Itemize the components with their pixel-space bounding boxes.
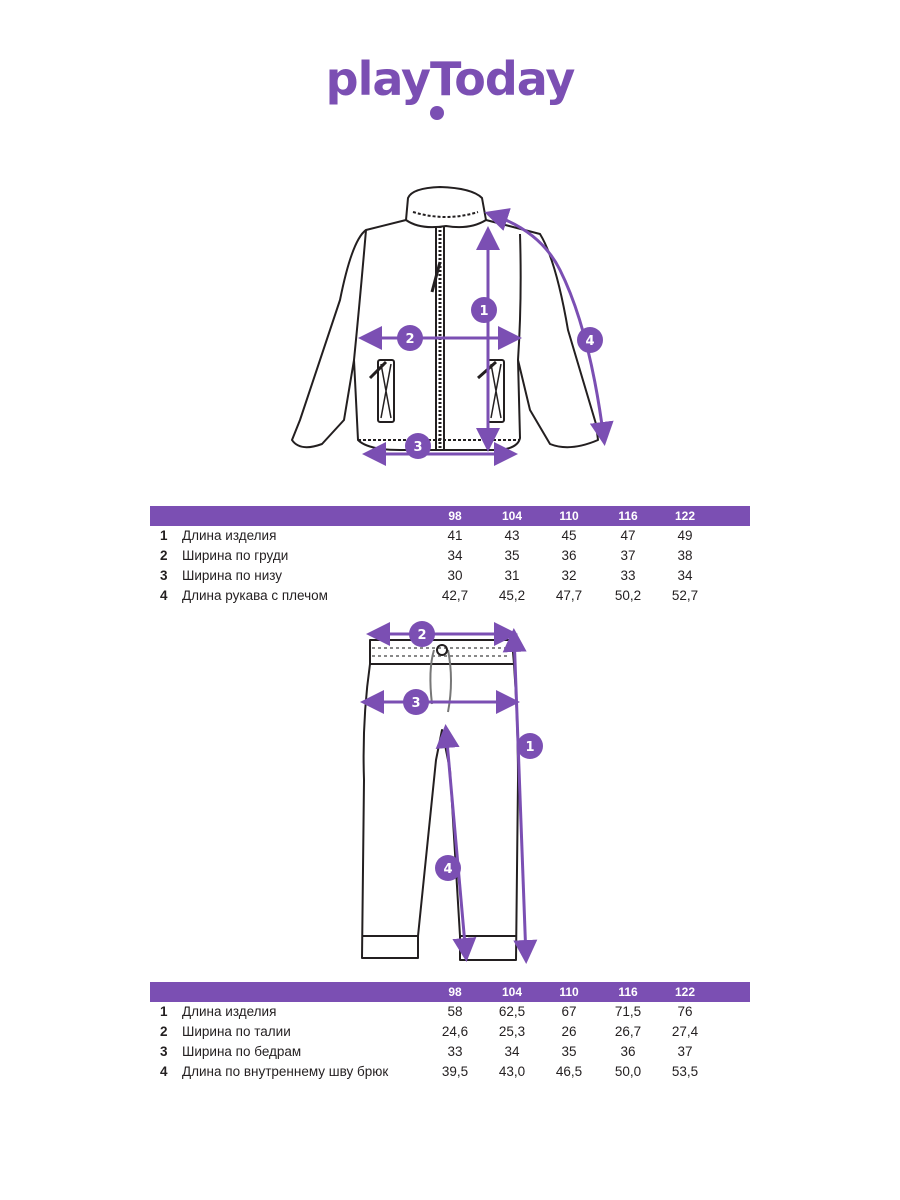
cell-value: 24,6 (441, 1024, 469, 1039)
cell-value: 27,4 (671, 1024, 699, 1039)
cell-value: 50,0 (614, 1064, 642, 1079)
size-header: 122 (674, 509, 696, 523)
cell-value: 58 (447, 1004, 463, 1019)
row-number: 3 (160, 1044, 168, 1059)
svg-text:2: 2 (405, 332, 415, 347)
row-number: 4 (160, 1064, 168, 1079)
cell-value: 43,0 (498, 1064, 526, 1079)
row-label: Длина изделия (182, 1004, 277, 1019)
size-header: 122 (674, 985, 696, 999)
brand-logo: playToday (325, 52, 575, 106)
cell-value: 76 (677, 1004, 693, 1019)
cell-value: 47 (620, 528, 636, 543)
cell-value: 31 (504, 568, 520, 583)
cell-value: 26 (561, 1024, 577, 1039)
row-label: Длина изделия (182, 528, 277, 543)
cell-value: 50,2 (614, 588, 642, 603)
svg-text:2: 2 (417, 628, 427, 643)
cell-value: 30 (447, 568, 463, 583)
cell-value: 35 (561, 1044, 577, 1059)
cell-value: 52,7 (671, 588, 699, 603)
cell-value: 34 (447, 548, 463, 563)
cell-value: 26,7 (614, 1024, 642, 1039)
cell-value: 46,5 (555, 1064, 583, 1079)
table-row (150, 1062, 750, 1082)
cell-value: 53,5 (671, 1064, 699, 1079)
cell-value: 42,7 (441, 588, 469, 603)
cell-value: 34 (677, 568, 693, 583)
svg-text:1: 1 (525, 740, 535, 755)
table-row (150, 1042, 750, 1062)
cell-value: 36 (620, 1044, 636, 1059)
row-number: 1 (160, 528, 168, 543)
row-number: 4 (160, 588, 168, 603)
cell-value: 71,5 (614, 1004, 642, 1019)
cell-value: 37 (677, 1044, 693, 1059)
pants-marker-3 (403, 689, 429, 715)
row-number: 1 (160, 1004, 168, 1019)
cell-value: 36 (561, 548, 577, 563)
cell-value: 32 (561, 568, 577, 583)
cell-value: 25,3 (498, 1024, 526, 1039)
cell-value: 34 (504, 1044, 520, 1059)
cell-value: 35 (504, 548, 520, 563)
pants-marker-4 (435, 855, 461, 881)
svg-text:3: 3 (413, 440, 423, 455)
row-number: 2 (160, 1024, 168, 1039)
size-header: 98 (448, 509, 462, 523)
svg-text:4: 4 (585, 334, 595, 349)
cell-value: 33 (447, 1044, 463, 1059)
row-label: Длина по внутреннему шву брюк (182, 1064, 389, 1079)
row-number: 2 (160, 548, 168, 563)
table-header (150, 982, 750, 1002)
size-header: 116 (618, 985, 638, 999)
cell-value: 45,2 (498, 588, 526, 603)
row-number: 3 (160, 568, 168, 583)
size-header: 98 (448, 985, 462, 999)
size-header: 110 (559, 985, 579, 999)
pants-size-table (150, 982, 750, 1082)
cell-value: 43 (504, 528, 520, 543)
cell-value: 37 (620, 548, 636, 563)
size-header: 104 (501, 509, 523, 523)
size-header: 110 (559, 509, 579, 523)
svg-text:3: 3 (411, 696, 421, 711)
cell-value: 49 (677, 528, 693, 543)
table-row (150, 1002, 750, 1022)
pants-marker-2 (409, 621, 435, 647)
cell-value: 41 (447, 528, 463, 543)
size-header: 104 (501, 985, 523, 999)
svg-text:4: 4 (443, 862, 453, 877)
row-label: Ширина по низу (182, 568, 283, 583)
row-label: Ширина по груди (182, 548, 289, 563)
cell-value: 39,5 (441, 1064, 469, 1079)
cell-value: 38 (677, 548, 693, 563)
cell-value: 33 (620, 568, 636, 583)
svg-text:1: 1 (479, 304, 489, 319)
table-row (150, 1022, 750, 1042)
cell-value: 62,5 (498, 1004, 526, 1019)
cell-value: 47,7 (555, 588, 583, 603)
pants-marker-1 (517, 733, 543, 759)
cell-value: 45 (561, 528, 577, 543)
row-label: Длина рукава с плечом (182, 588, 328, 603)
size-header: 116 (618, 509, 638, 523)
row-label: Ширина по талии (182, 1024, 291, 1039)
row-label: Ширина по бедрам (182, 1044, 302, 1059)
cell-value: 67 (561, 1004, 577, 1019)
